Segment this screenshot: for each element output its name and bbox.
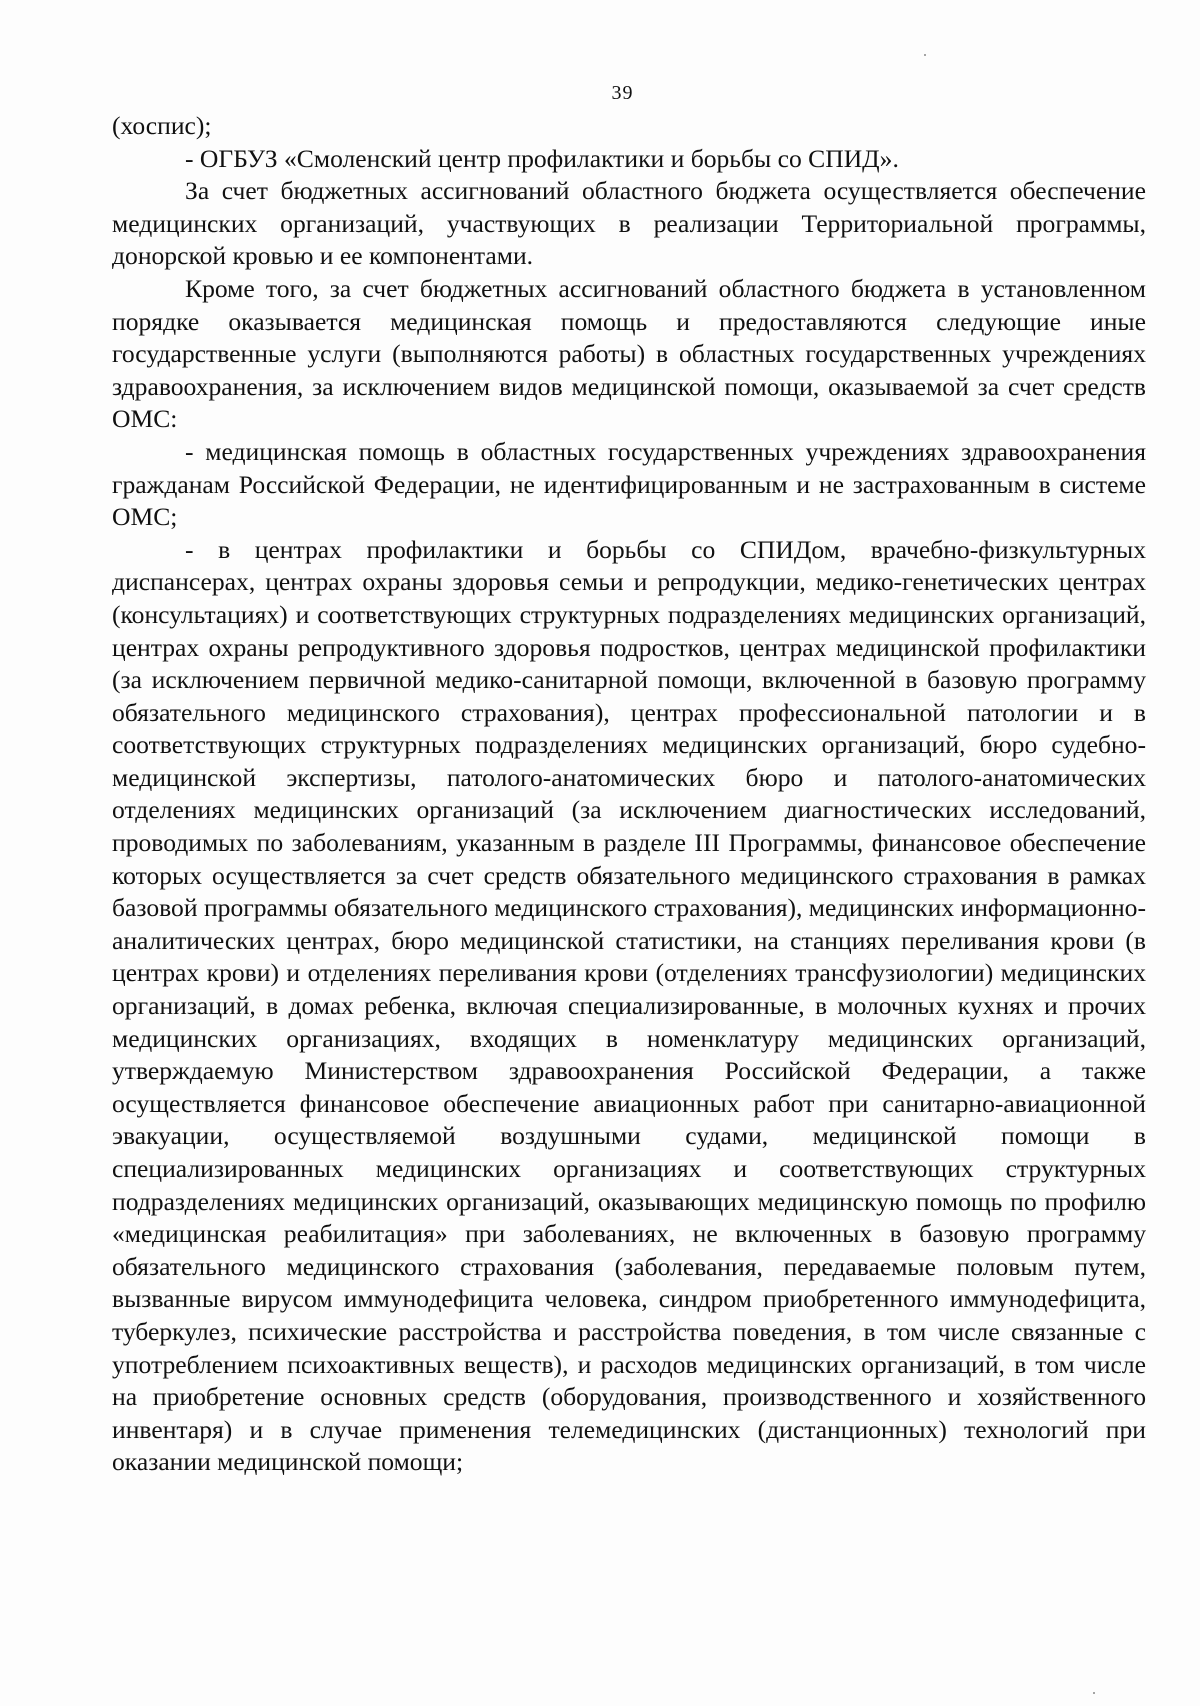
page-number: 39 [611,82,634,104]
paragraph-other-services: Кроме того, за счет бюджетных ассигнований областного бюджета в установленном порядке оказывается медицинская помощь и предоставляются следующие иные государственные услуги (выполняются работы) в областных государственных учреждениях здравоохранения, за исключением видов медицинской помощи, оказываемой за счет средств ОМС: [112,273,1146,434]
scan-speck [924,54,926,56]
paragraph-aids-center: - ОГБУЗ «Смоленский центр профилактики и борьбы со СПИД». [185,143,899,173]
paragraph-uninsured-care: - медицинская помощь в областных государственных учреждениях здравоохранения гражданам Российской Федерации, не идентифицированным и не застрахованным в системе ОМС; [112,436,1146,532]
paragraph-specialized-centers: - в центрах профилактики и борьбы со СПИДом, врачебно-физкультурных диспансерах, центрах охраны здоровья семьи и репродукции, медико-генетических центрах (консультациях) и соответствующих структурных подразделениях медицинских организаций, центрах охраны репродуктивного здоровья подростков, центрах медицинской профилактики (за исключением первичной медико-санитарной помощи, включенной в базовую программу обязательного медицинского страхования), центрах профессиональной патологии и в соответствующих структурных подразделениях медицинских организаций, бюро судебно-медицинской экспертизы, патолого-анатомических бюро и патолого-анатомических отделениях медицинских организаций (за исключением диагностических исследований, проводимых по заболеваниям, указанным в разделе III Программы, финансовое обеспечение которых осуществляется за счет средств обязательного медицинского страхования в рамках базовой программы обязательного медицинского страхования), медицинских информационно-аналитических центрах, бюро медицинской статистики, на станциях переливания крови (в центрах крови) и отделениях переливания крови (отделениях трансфузиологии) медицинских организаций, в домах ребенка, включая специализированные, в молочных кухнях и прочих медицинских организациях, входящих в номенклатуру медицинских организаций, утверждаемую Министерством здравоохранения Российской Федерации, а также осуществляется финансовое обеспечение авиационных работ при санитарно-авиационной эвакуации, осуществляемой воздушными судами, медицинской помощи в специализированных медицинских организациях и соответствующих структурных подразделениях медицинских организаций, оказывающих медицинскую помощь по профилю «медицинская реабилитация» при заболеваниях, не включенных в базовую программу обязательного медицинского страхования (заболевания, передаваемые половым путем, вызванные вирусом иммунодефицита человека, синдром приобретенного иммунодефицита, туберкулез, психические расстройства и расстройства поведения, в том числе связанные с употреблением психоактивных веществ), и расходов медицинских организаций, в том числе на приобретение основных средств (оборудования, производственного и хозяйственного инвентаря) и в случае применения телемедицинских (дистанционных) технологий при оказании медицинской помощи; [112,534,1146,1477]
document-body [112,110,1146,1479]
paragraph-donor-blood: За счет бюджетных ассигнований областного бюджета осуществляется обеспечение медицинских организаций, участвующих в реализации Территориальной программы, донорской кровью и ее компонентами. [112,176,1146,271]
scan-speck [1093,1692,1095,1694]
paragraph-hospice-end: (хоспис); [112,111,212,140]
